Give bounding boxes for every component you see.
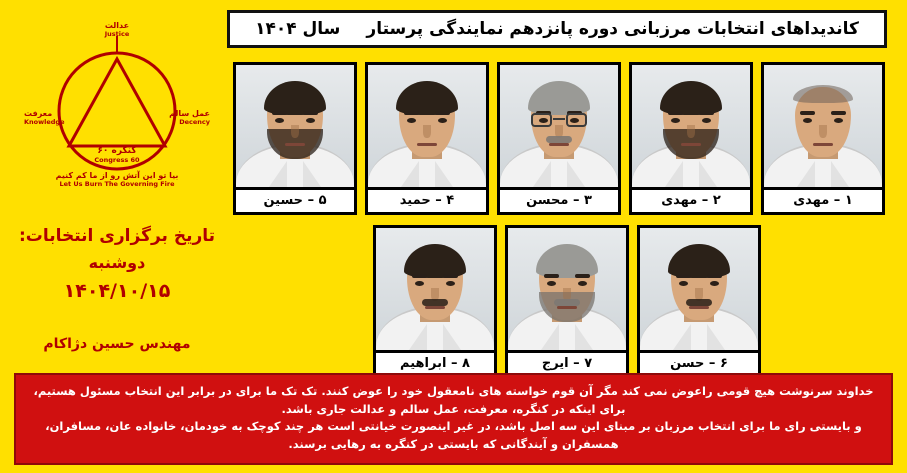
candidate-name: ۵ – حسین: [236, 187, 354, 212]
poster-title-bar: [227, 10, 887, 48]
logo-label-knowledge: معرفت Knowledge: [24, 109, 65, 126]
poster-year: سال ۱۴۰۴: [255, 19, 341, 39]
page-title: کاندیداهای انتخابات مرزبانی دوره پانزدهم نمایندگی پرستار: [366, 19, 859, 39]
congress60-logo: [22, 14, 212, 204]
candidate-card[interactable]: [629, 62, 753, 215]
candidate-name: ۲ – مهدی: [632, 187, 750, 212]
candidate-name: ۸ – ابراهیم: [376, 350, 494, 375]
candidate-name: ۷ – ایرج: [508, 350, 626, 375]
candidate-photo: [376, 228, 494, 350]
candidate-card[interactable]: [365, 62, 489, 215]
candidate-photo: [236, 65, 354, 187]
candidate-card[interactable]: [761, 62, 885, 215]
candidate-name: ۶ – حسن: [640, 350, 758, 375]
candidate-card[interactable]: [637, 225, 761, 378]
banner-line-1: خداوند سرنوشت هیچ قومی راعوض نمی کند مگر آن قوم خواسته های نامعقول خود را عوض کنند. تک تک ما برای در برابر این انتخاب مسئول هستیم، برای اینکه در کنگره، معرفت، عمل سالم و عدالت جاری باشد.: [33, 383, 874, 416]
candidate-photo: [508, 228, 626, 350]
candidate-grid: [225, 62, 885, 378]
candidate-photo: [368, 65, 486, 187]
candidate-row-1: [225, 62, 885, 215]
candidate-photo: [764, 65, 882, 187]
candidate-card[interactable]: [505, 225, 629, 378]
candidate-card[interactable]: [497, 62, 621, 215]
logo-label-decency: عمل سالم Decency: [169, 109, 210, 126]
candidate-photo: [632, 65, 750, 187]
info-column: [18, 10, 216, 352]
date-value: ۱۴۰۴/۱۰/۱۵: [63, 280, 171, 303]
candidate-name: ۴ – حمید: [368, 187, 486, 212]
bottom-message-banner: [14, 373, 893, 465]
candidate-photo: [500, 65, 618, 187]
date-weekday: دوشنبه: [88, 253, 146, 273]
candidate-row-2: [225, 225, 885, 378]
election-date-block: [18, 222, 216, 308]
candidate-card[interactable]: [373, 225, 497, 378]
banner-line-2: و بایستی رای ما برای انتخاب مرزبان بر مبنای این سه اصل باشد، در غیر اینصورت خیانتی است هر چند کوچک به خودمان، خانواده عان، مسافران، همسفران و آیندگانی که بایستی در کنگره به رهایی برسند.: [45, 419, 862, 452]
date-label: تاریخ برگزاری انتخابات:: [18, 226, 216, 246]
logo-label-congress: کنگره ۶۰ Congress 60: [94, 145, 140, 164]
candidate-name: ۳ – محسن: [500, 187, 618, 212]
candidate-name: ۱ – مهدی: [764, 187, 882, 212]
logo-slogan: بیا تو این آتش رو از ما کم کنیم Let Us Burn The Governing Fire: [55, 171, 179, 188]
candidate-photo: [640, 228, 758, 350]
logo-label-justice: عدالت Justice: [104, 21, 130, 38]
founder-name: مهندس حسین دژاکام: [43, 335, 191, 352]
candidate-card[interactable]: [233, 62, 357, 215]
